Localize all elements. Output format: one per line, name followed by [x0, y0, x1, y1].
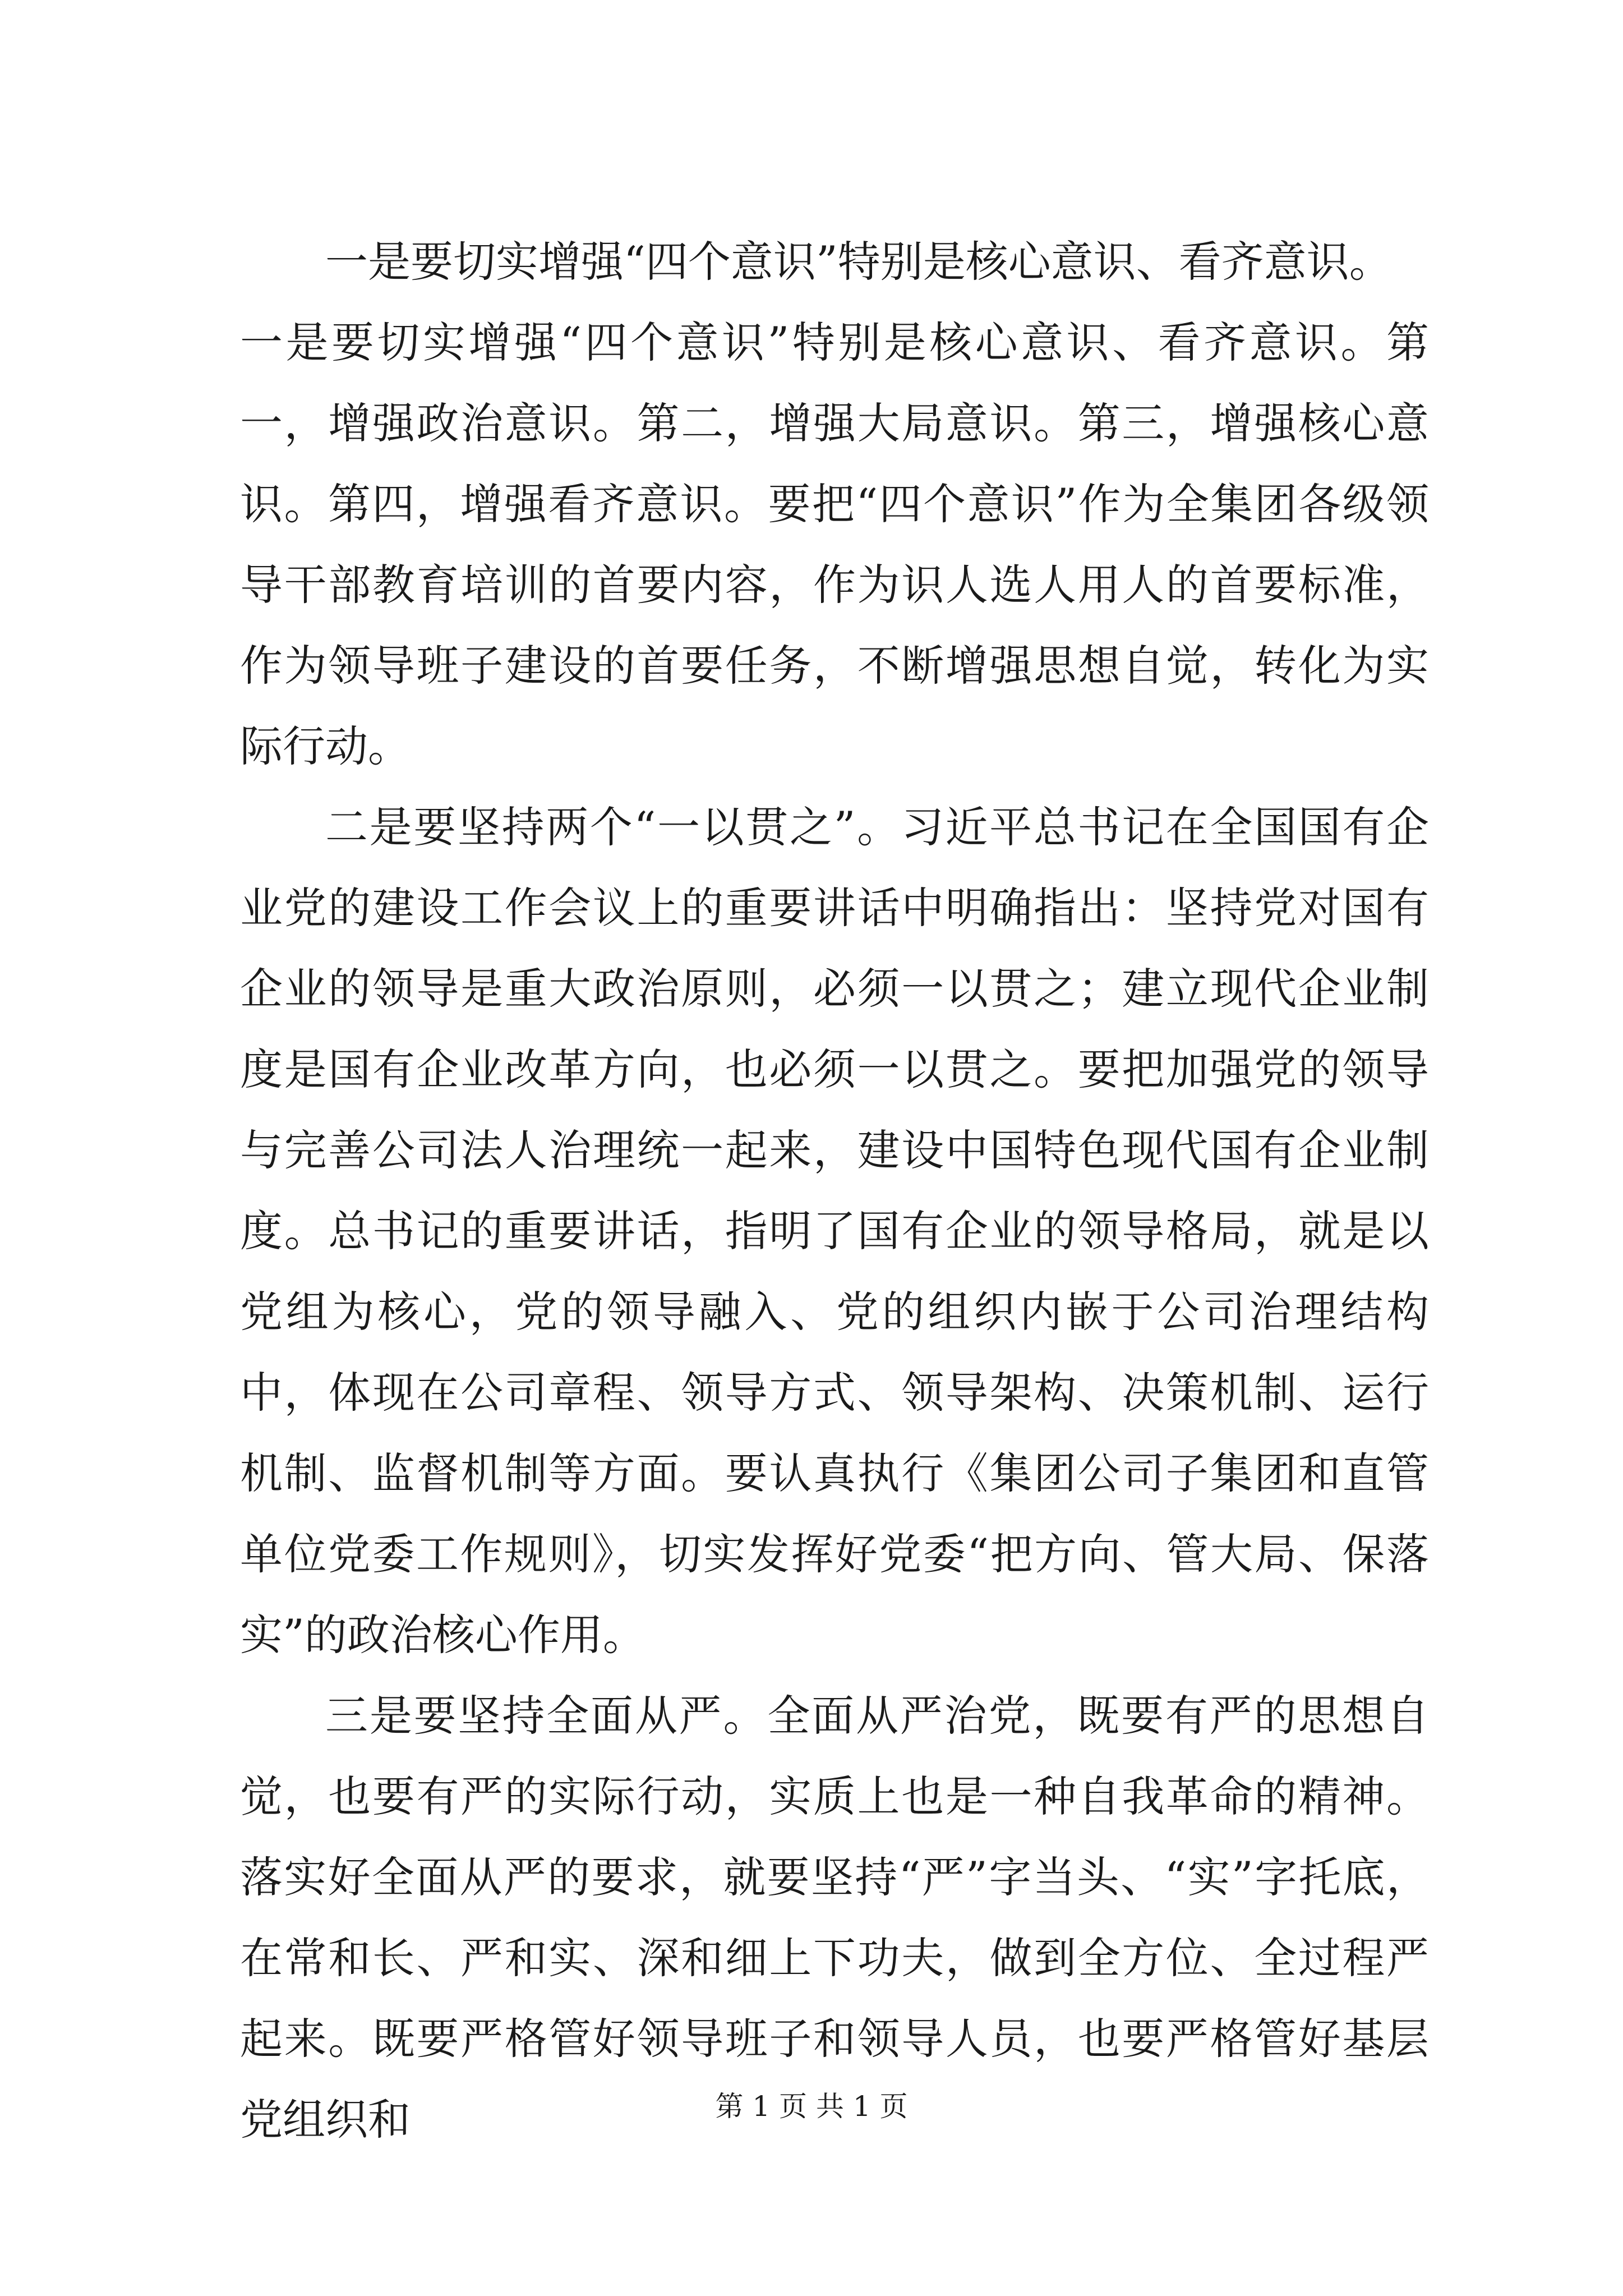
- page-footer: 第 1 页 共 1 页: [715, 2090, 908, 2123]
- paragraph-2: 一是要切实增强“四个意识”特别是核心意识、看齐意识。第一，增强政治意识。第二，增强大局意识。第三，增强核心意识。第四，增强看齐意识。要把“四个意识”作为全集团各级领导干部教育培训的首要内容，作为识人选人用人的首要标准，作为领导班子建设的首要任务，不断增强思想自觉，转化为实际行动。: [240, 318, 1429, 771]
- document-body: [240, 222, 1429, 2160]
- paragraph-1: 一是要切实增强“四个意识”特别是核心意识、看齐意识。: [325, 237, 1392, 287]
- paragraph-4: 三是要坚持全面从严。全面从严治党，既要有严的思想自觉，也要有严的实际行动，实质上也是一种自我革命的精神。落实好全面从严的要求，就要坚持“严”字当头、“实”字托底，在常和长、严和实、深和细上下功夫，做到全方位、全过程严起来。既要严格管好领导班子和领导人员，也要严格管好基层党组织和: [240, 1691, 1429, 2145]
- paragraph-3: 二是要坚持两个“一以贯之”。习近平总书记在全国国有企业党的建设工作会议上的重要讲话中明确指出：坚持党对国有企业的领导是重大政治原则，必须一以贯之；建立现代企业制度是国有企业改革方向，也必须一以贯之。要把加强党的领导与完善公司法人治理统一起来，建设中国特色现代国有企业制度。总书记的重要讲话，指明了国有企业的领导格局，就是以党组为核心，党的领导融入、党的组织内嵌于公司治理结构中，体现在公司章程、领导方式、领导架构、决策机制、运行机制、监督机制等方面。要认真执行《集团公司子集团和直管单位党委工作规则》，切实发挥好党委“把方向、管大局、保落实”的政治核心作用。: [240, 802, 1429, 1660]
